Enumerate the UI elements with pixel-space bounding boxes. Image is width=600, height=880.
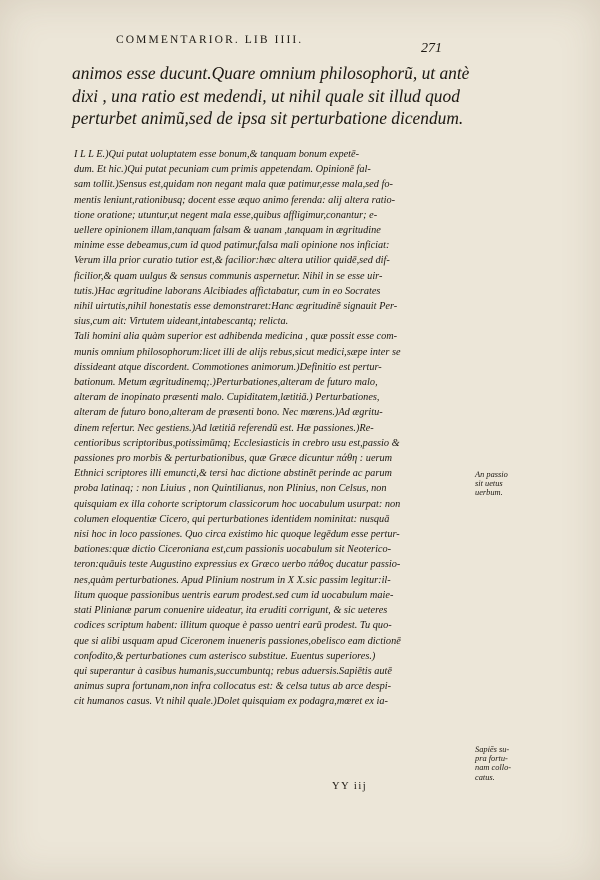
margin-note-line: sit uetus bbox=[475, 479, 503, 489]
body-line: ficilior,& quam uulgus & sensus communis aspernetur. Nihil in se esse uir- bbox=[74, 270, 383, 282]
margin-note-line: uerbum. bbox=[475, 488, 503, 498]
commentary-body bbox=[74, 147, 476, 710]
body-line: uellere opinionem illam,tanquam falsam & uanam ,tanquam in ægritudine bbox=[74, 225, 381, 237]
body-line: sam tollit.)Sensus est,quidam non negant mala quæ patimur,esse mala,sed fo- bbox=[74, 179, 393, 191]
body-line: alteram de futuro bono,alteram de præsenti bono. Nec mœrens.)Ad ægritu- bbox=[74, 407, 383, 419]
body-line: passiones pro morbis & perturbationibus, quæ Græce dicuntur πάθη : uerum bbox=[74, 453, 393, 465]
body-line: teron:quāuis teste Augustino expressius ex Græco uerbo πάθος ducatur passio- bbox=[74, 559, 401, 571]
body-line: nes,quàm perturbationes. Apud Plinium nostrum in X X.sic passim legitur:il- bbox=[74, 574, 391, 586]
body-line: qui superantur à casibus humanis,succumbuntq; rebus aduersis.Sapiētis autē bbox=[74, 665, 392, 677]
body-line: dissideant atque discordent. Commotiones animorum.)Definitio est pertur- bbox=[74, 361, 382, 373]
body-line: dinem refertur. Nec gestiens.)Ad lætitiā referendū est. Hæ passiones.)Re- bbox=[74, 422, 374, 434]
body-line: munis omnium philosophorum:licet illi de alijs rebus,sicut medici,sæpe inter se bbox=[74, 346, 401, 358]
page-number: 271 bbox=[421, 41, 442, 56]
lead-line: perturbet animũ,sed de ipsa sit perturbatione dicendum. bbox=[72, 108, 464, 128]
body-line: cit humanos casus. Vt nihil quale.)Dolet quisquiam ex podagra,mœret ex ia- bbox=[74, 696, 388, 708]
body-line: proba latinaq; : non Liuius , non Quintilianus, non Plinius, non Celsus, non bbox=[74, 483, 387, 495]
body-line: columen eloquentiæ Cicero, qui perturbationes identidem nominitat: nusquā bbox=[74, 513, 390, 525]
signature-mark: YY iij bbox=[332, 781, 368, 792]
body-line: que si alibi usquam apud Ciceronem inueneris passiones,obelisco eam dictionē bbox=[74, 635, 401, 647]
body-line: Ethnici scriptores illi emuncti,& tersi hac dictione abstinēt perinde ac parum bbox=[74, 468, 392, 480]
margin-note-line: Sapiēs su- bbox=[475, 745, 510, 754]
lead-paragraph bbox=[72, 62, 472, 130]
lead-line: animos esse ducunt.Quare omnium philosophorũ, ut antè bbox=[72, 63, 470, 83]
body-line: I L L E.)Qui putat uoluptatem esse bonum,& tanquam bonum expetē- bbox=[74, 149, 360, 160]
margin-note-line: catus. bbox=[475, 772, 495, 782]
body-line: animus supra fortunam,non infra collocatus est: & celsa tutus ab arce despi- bbox=[74, 681, 392, 693]
lead-line: dixi , una ratio est medendi, ut nihil quale sit illud quod bbox=[72, 85, 460, 106]
body-line: tutis.)Hac ægritudine laborans Alcibiades affictabatur, cum in eo Socrates bbox=[74, 285, 381, 297]
body-line: bationes:quæ dictio Ciceroniana est,cum passionis uocabulum sit Neoterico- bbox=[74, 544, 392, 556]
body-line: mentis leniunt,rationibusq; docent esse æquo animo ferenda: alij altera ratio- bbox=[74, 194, 396, 206]
margin-note bbox=[475, 745, 535, 782]
body-line: sius,cum ait: Virtutem uideant,intabescantq; relicta. bbox=[74, 316, 289, 328]
margin-note-line: An passio bbox=[475, 470, 508, 479]
body-line: minime esse debeamus,cum id quod patimur,falsa mali opinione nos inficiat: bbox=[74, 240, 390, 252]
margin-note-line: pra fortu- bbox=[475, 754, 508, 764]
body-line: tione oratione; utuntur,ut negent mala esse,quibus affligimur,conantur; e- bbox=[74, 209, 378, 221]
running-head: COMMENTARIOR. LIB IIII. bbox=[116, 34, 304, 46]
body-line: codices scriptum habent: illitum quoque è passo uentri earū prodest. Tu quo- bbox=[74, 620, 392, 632]
body-line: stati Plinianæ parum conuenire uideatur, ita eruditi corrigunt, & sic ueteres bbox=[74, 605, 388, 617]
body-line: Verum illa prior curatio tutior est,& facilior:hæc altera utilior quidē,sed dif- bbox=[74, 255, 390, 267]
body-line: litum quoque passionibus uentris earum prodest.sed cum id uocabulum maie- bbox=[74, 589, 394, 601]
body-line: bationum. Metum ægritudinemq;.)Perturbationes,alteram de futuro malo, bbox=[74, 377, 378, 389]
margin-note-line: nam collo- bbox=[475, 763, 512, 773]
body-line: centioribus scriptoribus,potissimūmq; Ecclesiasticis in crebro usu est,passio & bbox=[74, 437, 400, 449]
body-line: quisquiam ex illa cohorte scriptorum classicorum hoc uocabulum usurpat: non bbox=[74, 498, 401, 510]
margin-note bbox=[475, 470, 535, 498]
body-line: confodito,& perturbationes cum asterisco substitue. Euentus superiores.) bbox=[74, 650, 376, 662]
body-line: Tali homini alia quàm superior est adhibenda medicina , quæ possit esse com- bbox=[74, 331, 398, 343]
body-line: dum. Et hic.)Qui putat pecuniam cum primis appetendam. Opinionē fal- bbox=[74, 164, 371, 176]
body-line: nisi hoc in loco passiones. Quo circa existimo hic quoque legēdum esse pertur- bbox=[74, 529, 400, 541]
body-line: nihil uirtutis,nihil honestatis esse demonstraret:Hanc ægritudinē signauit Per- bbox=[74, 301, 398, 313]
body-line: alteram de inopinato præsenti malo. Cupiditatem,lætitiā.) Perturbationes, bbox=[74, 392, 380, 404]
